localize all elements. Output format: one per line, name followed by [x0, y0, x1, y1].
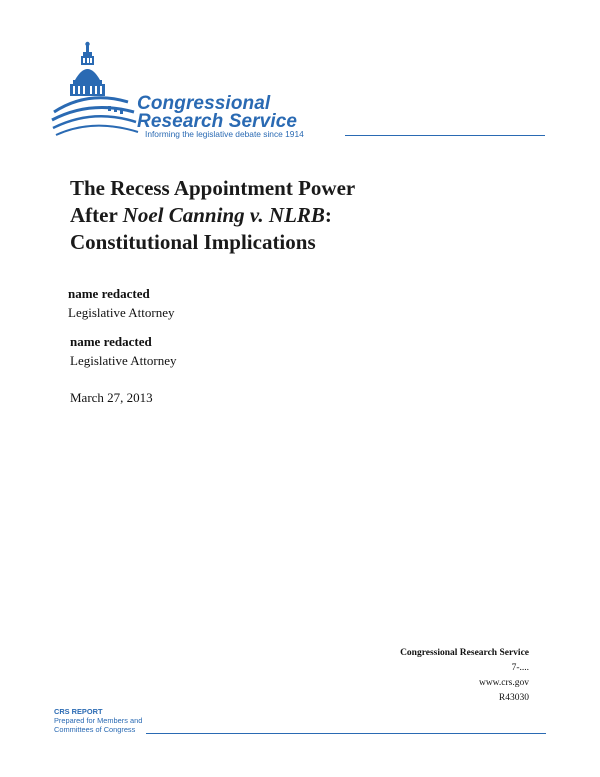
logo-rule [345, 135, 545, 136]
title-line-2-suffix: : [324, 203, 332, 227]
logo-name-line2: Research Service [137, 111, 298, 132]
logo-name-line1: Congressional [137, 93, 271, 114]
author-role: Legislative Attorney [70, 353, 177, 368]
report-date: March 27, 2013 [70, 390, 153, 405]
author-name: name redacted [68, 286, 150, 301]
author-role: Legislative Attorney [68, 305, 175, 320]
title-case-name: Noel Canning v. NLRB [122, 203, 325, 227]
info-report-number: R43030 [498, 693, 529, 703]
title-line-2 [70, 202, 490, 229]
crs-logo [48, 40, 548, 150]
crs-contact-info [400, 646, 529, 706]
title-line-3: Constitutional Implications [70, 230, 316, 254]
footer-line-1: Prepared for Members and [54, 715, 143, 725]
author-block [70, 334, 177, 369]
info-website[interactable]: www.crs.gov [478, 678, 529, 688]
author-name: name redacted [70, 334, 152, 349]
footer-label: CRS REPORT [54, 707, 103, 716]
info-org: Congressional Research Service [400, 648, 529, 658]
capitol-dome-icon [48, 40, 143, 140]
info-phone: 7-.... [511, 663, 529, 673]
author-block [68, 286, 175, 321]
crs-report-footer [54, 708, 142, 734]
footer-line-2: Committees of Congress [54, 724, 136, 734]
logo-tagline: Informing the legislative debate since 1914 [145, 129, 304, 139]
title-line-1: The Recess Appointment Power [70, 176, 356, 200]
footer-rule [146, 733, 546, 734]
title-line-2-prefix: After [70, 203, 123, 227]
report-title [70, 175, 490, 256]
